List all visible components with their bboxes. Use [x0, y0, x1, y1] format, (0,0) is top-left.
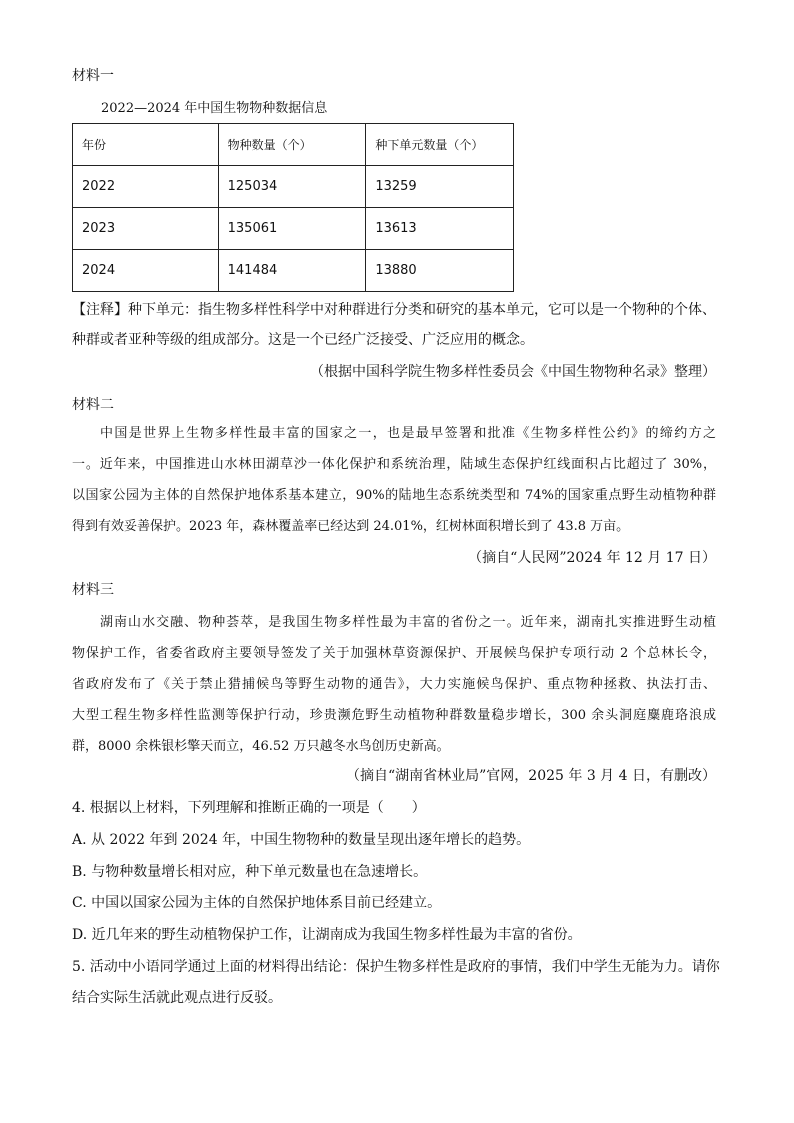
- table-cell: 2023: [73, 208, 219, 250]
- paragraph-line: 省政府发布了《关于禁止猎捕候鸟等野生动物的通告》，大力实施候鸟保护、重点物种拯救、执法打击、: [72, 677, 716, 692]
- table-row: [73, 250, 514, 292]
- table-cell: 2024: [73, 250, 219, 292]
- table-header-cell: 物种数量（个）: [218, 124, 366, 166]
- paragraph-line: 以国家公园为主体的自然保护地体系基本建立，90%的陆地生态系统类型和 74%的国家重点野生动植物种群: [72, 488, 716, 503]
- paragraph-line: 中国是世界上生物多样性最丰富的国家之一，也是最早签署和批准《生物多样性公约》的缔约方之: [100, 426, 716, 441]
- paragraph-line: 湖南山水交融、物种荟萃，是我国生物多样性最为丰富的省份之一。近年来，湖南扎实推进野生动植: [100, 615, 716, 630]
- table-note-line: 种群或者亚种等级的组成部分。这是一个已经广泛接受、广泛应用的概念。: [72, 332, 534, 348]
- table-cell: 135061: [218, 208, 366, 250]
- table-cell: 2022: [73, 166, 219, 208]
- question4-stem: 4. 根据以上材料，下列理解和推断正确的一项是（ ）: [72, 800, 426, 816]
- paragraph-line: 物保护工作，省委省政府主要领导签发了关于加强林草资源保护、开展候鸟保护专项行动 2 个总林长令，: [72, 646, 716, 661]
- table-cell: 13613: [366, 208, 514, 250]
- table-header-cell: 年份: [73, 124, 219, 166]
- material2-heading: 材料二: [72, 397, 114, 413]
- table-row: [73, 166, 514, 208]
- material3-source: （摘自“湖南省林业局”官网，2025 年 3 月 4 日，有删改）: [345, 768, 716, 784]
- table-cell: 141484: [218, 250, 366, 292]
- question4-option-d: D. 近几年来的野生动植物保护工作，让湖南成为我国生物多样性最为丰富的省份。: [72, 927, 582, 943]
- question4-option-a: A. 从 2022 年到 2024 年，中国生物物种的数量呈现出逐年增长的趋势。: [72, 832, 531, 848]
- species-data-table: [72, 123, 514, 292]
- question5-stem: 5. 活动中小语同学通过上面的材料得出结论：保护生物多样性是政府的事情，我们中学生无能为力。请你: [72, 959, 720, 975]
- material1-source: （根据中国科学院生物多样性委员会《中国生物物种名录》整理）: [310, 364, 716, 380]
- paragraph-line: 群，8000 余株银杉擎天而立，46.52 万只越冬水鸟创历史新高。: [72, 739, 450, 754]
- question4-option-b: B. 与物种数量增长相对应，种下单元数量也在急速增长。: [72, 864, 428, 880]
- table-header-row: [73, 124, 514, 166]
- paragraph-line: 一。近年来，中国推进山水林田湖草沙一体化保护和系统治理，陆域生态保护红线面积占比超过了 30%，: [72, 457, 716, 472]
- paragraph-line: 大型工程生物多样性监测等保护行动，珍贵濒危野生动植物种群数量稳步增长，300 余头洞庭麋鹿珞浪成: [72, 708, 716, 723]
- question4-option-c: C. 中国以国家公园为主体的自然保护地体系目前已经建立。: [72, 895, 442, 911]
- table-row: [73, 208, 514, 250]
- material3-paragraph: [72, 607, 716, 762]
- table-cell: 13259: [366, 166, 514, 208]
- table-cell: 13880: [366, 250, 514, 292]
- paragraph-line: 得到有效妥善保护。2023 年，森林覆盖率已经达到 24.01%，红树林面积增长到了 43.8 万亩。: [72, 519, 630, 534]
- table-cell: 125034: [218, 166, 366, 208]
- material1-heading: 材料一: [72, 68, 114, 84]
- table-caption: 2022—2024 年中国生物物种数据信息: [101, 101, 328, 116]
- table-note-line: 【注释】种下单元：指生物多样性科学中对种群进行分类和研究的基本单元，它可以是一个物种的个体、: [72, 302, 716, 318]
- material3-heading: 材料三: [72, 582, 114, 598]
- material2-paragraph: [72, 418, 716, 542]
- material2-source: （摘自“人民网”2024 年 12 月 17 日）: [468, 550, 716, 566]
- question5-stem-continued: 结合实际生活就此观点进行反驳。: [72, 990, 282, 1006]
- table-header-cell: 种下单元数量（个）: [366, 124, 514, 166]
